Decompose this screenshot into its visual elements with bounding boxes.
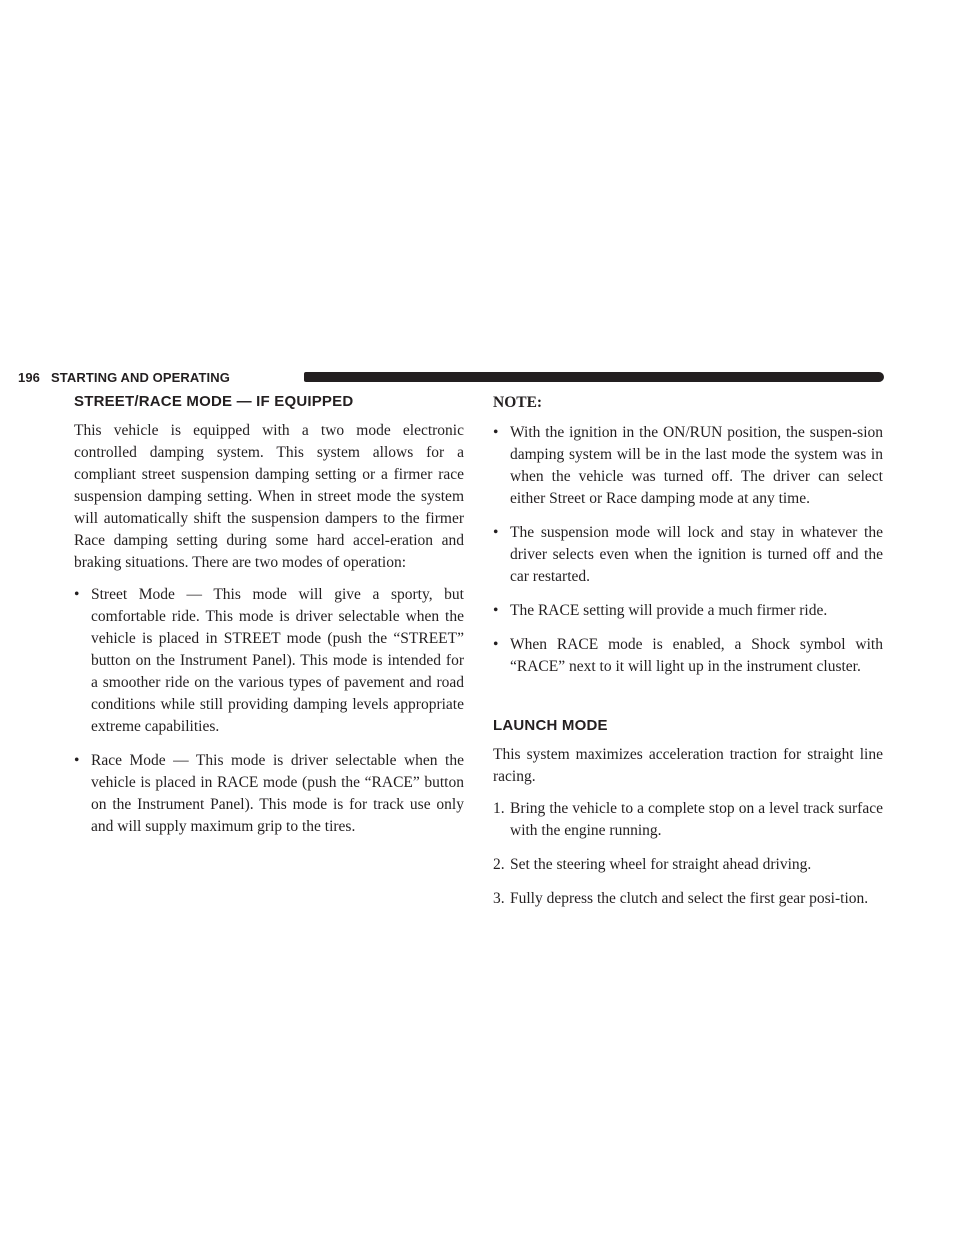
right-column bbox=[493, 392, 883, 922]
section-title: STARTING AND OPERATING bbox=[51, 370, 230, 385]
list-item: • Race Mode — This mode is driver selectable when the vehicle is placed in RACE mode (push the “RACE” button on the Instrument Panel). This mode is for track use only and will supply maximum grip to the tires. bbox=[74, 752, 464, 835]
page-header bbox=[18, 370, 884, 386]
page-number: 196 bbox=[18, 370, 40, 385]
note-list bbox=[493, 422, 883, 678]
list-item: 1. Bring the vehicle to a complete stop on a level track surface with the engine running. bbox=[493, 800, 883, 839]
bullet-icon: • bbox=[74, 752, 80, 769]
left-column bbox=[74, 392, 464, 850]
note-label: NOTE: bbox=[493, 394, 543, 411]
list-item: • The suspension mode will lock and stay in whatever the driver selects even when the ignition is turned off and the car restarted. bbox=[493, 524, 883, 585]
bullet-icon: • bbox=[74, 586, 80, 603]
launch-mode-intro: This system maximizes acceleration traction for straight line racing. bbox=[493, 746, 883, 785]
list-item: • The RACE setting will provide a much firmer ride. bbox=[493, 600, 883, 622]
street-race-intro: This vehicle is equipped with a two mode electronic controlled damping system. This system allows for a compliant street suspension damping setting or a firmer race suspension damping setting. When in street mode the system will automatically shift the suspension dampers to the firmer Race damping setting during some hard accel-eration and braking situations. There are two modes of operation: bbox=[74, 422, 464, 571]
bullet-icon: • bbox=[493, 524, 499, 541]
launch-mode-heading: LAUNCH MODE bbox=[493, 717, 608, 734]
list-item: • With the ignition in the ON/RUN position, the suspen-sion damping system will be in the last mode the system was in when the vehicle was turned off. The driver can select either Street or Race damping mode at any time. bbox=[493, 424, 883, 507]
list-item: 2. Set the steering wheel for straight ahead driving. bbox=[493, 856, 812, 873]
mode-list bbox=[74, 584, 464, 838]
list-item: 3. Fully depress the clutch and select the first gear posi-tion. bbox=[493, 890, 869, 907]
bullet-icon: • bbox=[493, 602, 499, 619]
launch-steps bbox=[493, 798, 883, 910]
list-item: • Street Mode — This mode will give a sporty, but comfortable ride. This mode is driver selectable when the vehicle is placed in STREET mode (push the “STREET” button on the Instrument Panel). This mode is intended for a smoother ride on the various types of pavement and road conditions while still providing damping levels appropriate extreme capabilities. bbox=[74, 586, 464, 735]
bullet-icon: • bbox=[493, 636, 499, 653]
header-rule bbox=[304, 372, 884, 382]
street-race-heading: STREET/RACE MODE — IF EQUIPPED bbox=[74, 393, 354, 410]
bullet-icon: • bbox=[493, 424, 499, 441]
list-item: • When RACE mode is enabled, a Shock symbol with “RACE” next to it will light up in the instrument cluster. bbox=[493, 636, 883, 675]
